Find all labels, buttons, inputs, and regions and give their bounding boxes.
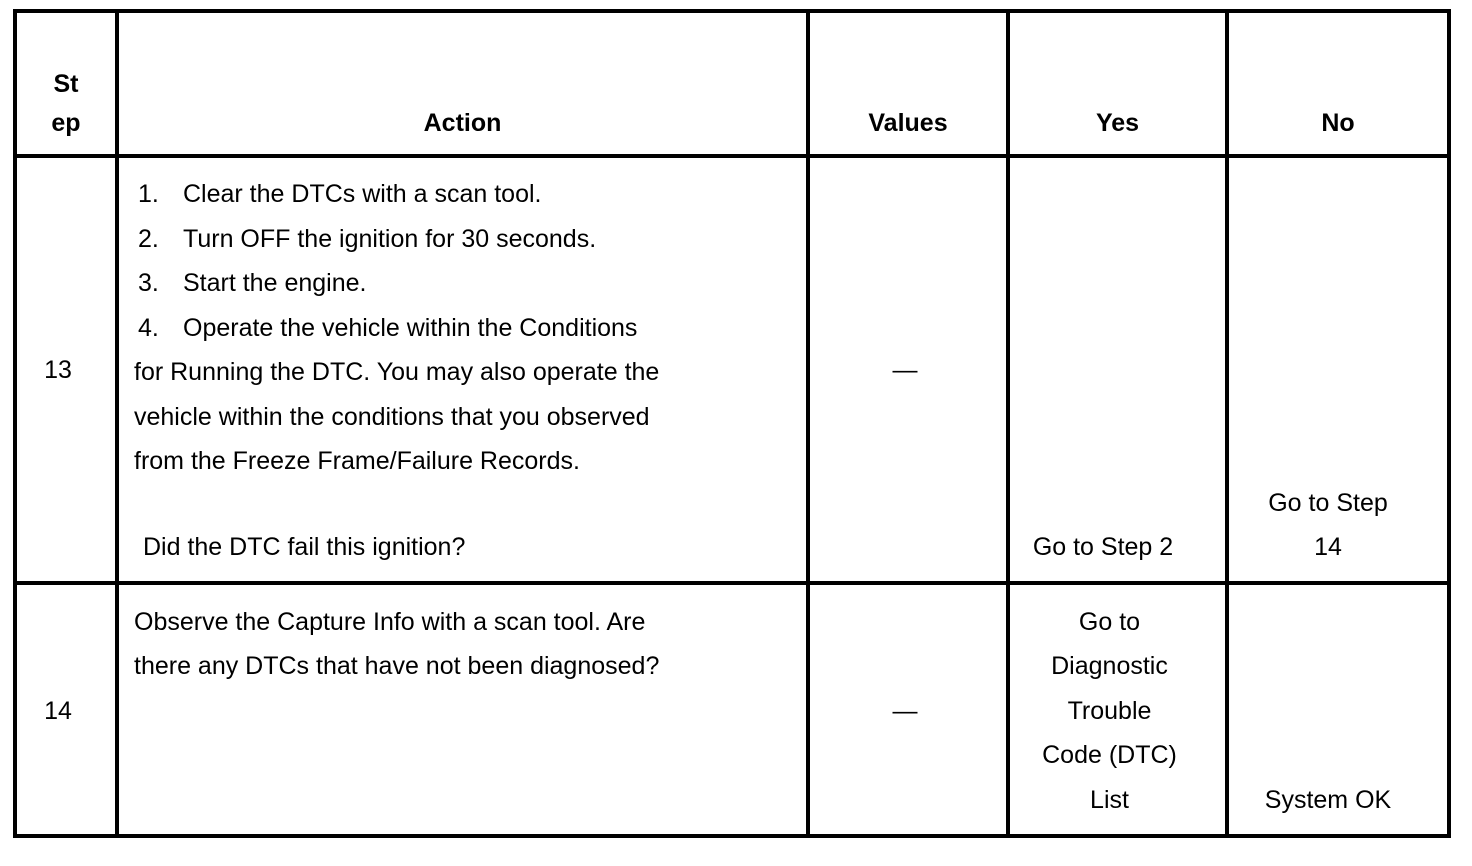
action-list-number: 3. bbox=[138, 269, 159, 297]
header-yes: Yes bbox=[1095, 109, 1140, 137]
header-step-line-2: ep bbox=[51, 109, 81, 137]
yes-cell-line: Diagnostic bbox=[1051, 652, 1168, 680]
yes-cell: Go to Step 2 bbox=[1032, 533, 1174, 561]
action-continuation-line: from the Freeze Frame/Failure Records. bbox=[134, 447, 580, 475]
yes-cell-line: List bbox=[1090, 786, 1129, 814]
header-divider bbox=[13, 154, 1451, 158]
header-step-line-1: St bbox=[53, 70, 79, 98]
action-list-text: Operate the vehicle within the Conditions bbox=[183, 314, 638, 342]
step-number: 14 bbox=[44, 697, 72, 725]
row-divider bbox=[13, 581, 1451, 585]
table-top-border bbox=[13, 9, 1451, 13]
header-no: No bbox=[1321, 109, 1355, 137]
no-cell-line-2: 14 bbox=[1314, 533, 1342, 561]
no-cell: System OK bbox=[1264, 786, 1392, 814]
action-continuation-line: vehicle within the conditions that you observed bbox=[134, 403, 650, 431]
action-list-number: 1. bbox=[138, 180, 159, 208]
action-list-text: Start the engine. bbox=[183, 269, 367, 297]
action-question: Did the DTC fail this ignition? bbox=[143, 533, 466, 561]
table-right-border bbox=[1447, 9, 1451, 838]
action-line: Observe the Capture Info with a scan tool. Are bbox=[134, 608, 646, 636]
yes-cell-line: Trouble bbox=[1067, 697, 1152, 725]
yes-cell-line: Go to bbox=[1078, 608, 1141, 636]
action-line: there any DTCs that have not been diagnosed? bbox=[134, 652, 660, 680]
no-cell-line-1: Go to Step bbox=[1268, 489, 1388, 517]
values-cell: — bbox=[892, 697, 918, 725]
yes-cell-line: Code (DTC) bbox=[1042, 741, 1177, 769]
values-cell: — bbox=[892, 356, 918, 384]
action-list-number: 2. bbox=[138, 225, 159, 253]
header-values: Values bbox=[868, 109, 948, 137]
action-continuation-line: for Running the DTC. You may also operate the bbox=[134, 358, 660, 386]
action-list-text: Clear the DTCs with a scan tool. bbox=[183, 180, 542, 208]
action-list-text: Turn OFF the ignition for 30 seconds. bbox=[183, 225, 597, 253]
header-action: Action bbox=[423, 109, 502, 137]
table-bottom-border bbox=[13, 834, 1451, 838]
action-list-number: 4. bbox=[138, 314, 159, 342]
step-number: 13 bbox=[44, 356, 72, 384]
